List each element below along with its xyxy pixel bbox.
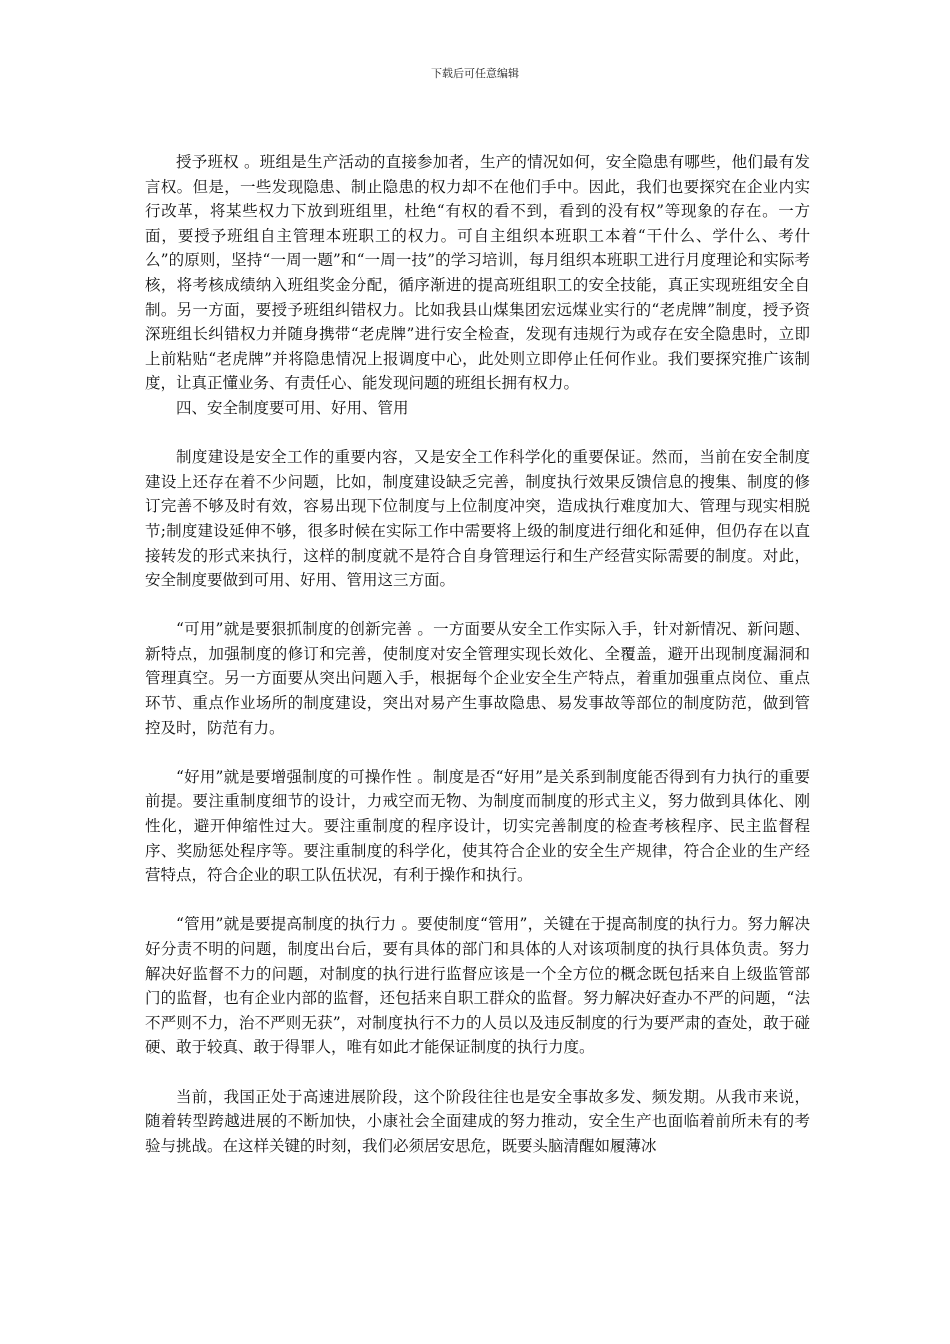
- paragraph-spacer: [145, 593, 810, 618]
- paragraph-current-situation: 当前，我国正处于高速进展阶段，这个阶段往往也是安全事故多发、频发期。从我市来说，随着转型跨越进展的不断加快，小康社会全面建成的努力推动，安全生产也面临着前所未有的考验与挑战。在这样关键的时刻，我们必须居安思危，既要头脑清醒如履薄冰: [145, 1087, 810, 1155]
- paragraph-usable: “可用”就是要狠抓制度的创新完善 。一方面要从安全工作实际入手，针对新情况、新问题、新特点，加强制度的修订和完善，使制度对安全管理实现长效化、全覆盖，避开出现制度漏洞和管理真空。另一方面要从突出问题入手，根据每个企业安全生产特点，着重加强重点岗位、重点环节、重点作业场所的制度建设，突出对易产生事故隐患、易发事故等部位的制度防范，做到管控及时，防范有力。: [145, 620, 810, 737]
- paragraph-spacer: [145, 1060, 810, 1085]
- paragraph-spacer: [145, 421, 810, 446]
- section-heading-4: 四、安全制度要可用、好用、管用: [176, 398, 409, 417]
- document-body: [145, 150, 810, 1158]
- page-header: 下载后可任意编辑: [431, 67, 519, 80]
- paragraph-empower-teams: 授予班权 。班组是生产活动的直接参加者，生产的情况如何，安全隐患有哪些，他们最有发言权。但是，一些发现隐患、制止隐患的权力却不在他们手中。因此，我们也要探究在企业内实行改革，将某些权力下放到班组里，杜绝“有权的看不到，看到的没有权”等现象的存在。一方面，要授予班组自主管理本班职工的权力。可自主组织本班职工本着“干什么、学什么、考什么”的原则，坚持“一周一题”和“一周一技”的学习培训，每月组织本班职工进行月度理论和实际考核，将考核成绩纳入班组奖金分配，循序渐进的提高班组职工的安全技能，真正实现班组安全自制。另一方面，要授予班组纠错权力。比如我县山煤集团宏远煤业实行的“老虎牌”制度，授予资深班组长纠错权力并随身携带“老虎牌”进行安全检查，发现有违规行为或存在安全隐患时，立即上前粘贴“老虎牌”并将隐患情况上报调度中心，此处则立即停止任何作业。我们要探究推广该制度，让真正懂业务、有责任心、能发现问题的班组长拥有权力。: [145, 153, 810, 393]
- paragraph-spacer: [145, 740, 810, 765]
- paragraph-system-construction: 制度建设是安全工作的重要内容，又是安全工作科学化的重要保证。然而，当前在安全制度建设上还存在着不少问题，比如，制度建设缺乏完善，制度执行效果反馈信息的搜集、制度的修订完善不够及时有效，容易出现下位制度与上位制度冲突，造成执行难度加大、管理与现实相脱节;制度建设延伸不够，很多时候在实际工作中需要将上级的制度进行细化和延伸，但仍存在以直接转发的形式来执行，这样的制度就不是符合自身管理运行和生产经营实际需要的制度。对此，安全制度要做到可用、好用、管用这三方面。: [145, 448, 810, 590]
- paragraph-easy-to-use: “好用”就是要增强制度的可操作性 。制度是否“好用”是关系到制度能否得到有力执行的重要前提。要注重制度细节的设计，力戒空而无物、为制度而制度的形式主义，努力做到具体化、刚性化，避开伸缩性过大。要注重制度的程序设计，切实完善制度的检查考核程序、民主监督程序、奖励惩处程序等。要注重制度的科学化，使其符合企业的安全生产规律，符合企业的生产经营特点，符合企业的职工队伍状况，有利于操作和执行。: [145, 767, 810, 885]
- paragraph-spacer: [145, 888, 810, 913]
- paragraph-effective: “管用”就是要提高制度的执行力 。要使制度“管用”，关键在于提高制度的执行力。努力解决好分责不明的问题，制度出台后，要有具体的部门和具体的人对该项制度的执行具体负责。努力解决好监督不力的问题，对制度的执行进行监督应该是一个全方位的概念既包括来自上级监管部门的监督，也有企业内部的监督，还包括来自职工群众的监督。努力解决好查办不严的问题，“法不严则不力，治不严则无获”，对制度执行不力的人员以及违反制度的行为要严肃的查处，敢于碰硬、敢于较真、敢于得罪人，唯有如此才能保证制度的执行力度。: [145, 915, 810, 1057]
